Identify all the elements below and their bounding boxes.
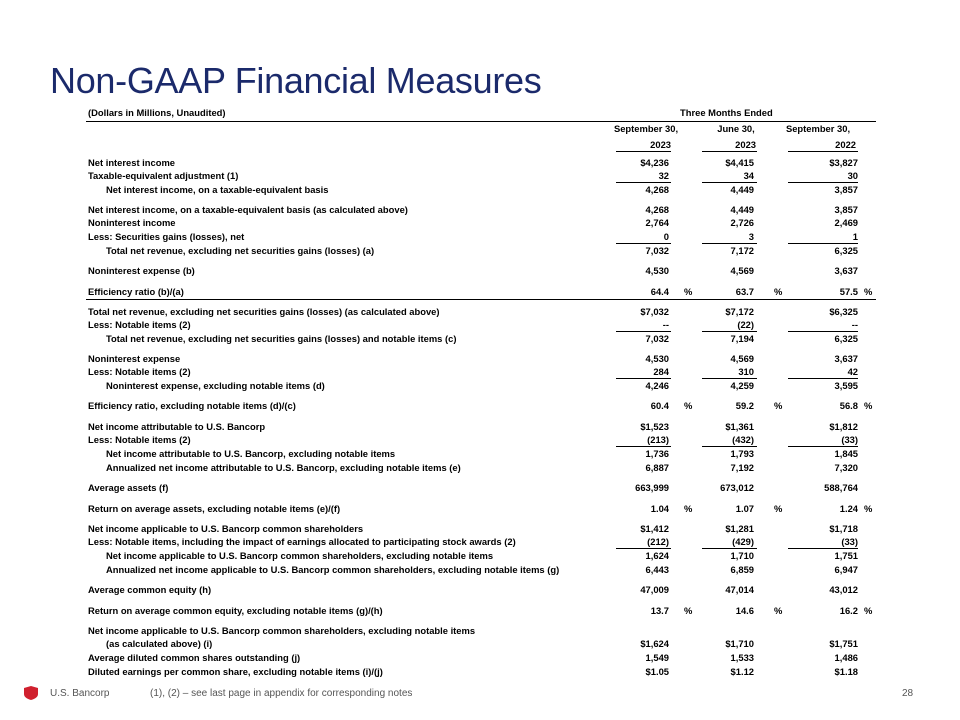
table-row [86, 503, 876, 516]
row-label: Annualized net income applicable to U.S. Bancorp common shareholders, excluding notable items (g) [106, 564, 560, 575]
cell-col3: 1,845 [834, 448, 858, 459]
row-label: Noninterest expense (b) [88, 265, 195, 276]
table-row [86, 157, 876, 170]
cell-col1: 0 [663, 231, 669, 242]
cell-col1: 7,032 [645, 245, 669, 256]
row-label: Noninterest expense [88, 353, 181, 364]
cell-underline [702, 182, 757, 183]
percent-sign: % [864, 503, 873, 514]
percent-sign: % [774, 503, 783, 514]
cell-col2: 1,710 [730, 550, 754, 561]
cell-col1: 4,268 [645, 184, 669, 195]
cell-col2: 4,449 [730, 204, 754, 215]
cell-col2: 1,793 [730, 448, 754, 459]
table-row [86, 265, 876, 278]
row-label: Average common equity (h) [88, 584, 212, 595]
cell-col1: 7,032 [645, 333, 669, 344]
row-label: Net income applicable to U.S. Bancorp common shareholders, excluding notable items [88, 625, 476, 636]
cell-col2: 7,194 [730, 333, 754, 344]
page-title: Non-GAAP Financial Measures [50, 60, 542, 101]
col1-header-rule [616, 151, 671, 152]
row-label: Net income applicable to U.S. Bancorp common shareholders, excluding notable items [106, 550, 494, 561]
row-label: Net income attributable to U.S. Bancorp [88, 421, 266, 432]
cell-underline [788, 331, 858, 332]
row-label: Return on average assets, excluding notable items (e)/(f) [88, 503, 341, 514]
cell-col3: 3,857 [834, 184, 858, 195]
table-row [86, 184, 876, 197]
cell-col1: (212) [647, 536, 669, 547]
footnote-reference: (1), (2) – see last page in appendix for corresponding notes [150, 688, 413, 699]
cell-col3: 1,751 [834, 550, 858, 561]
cell-col3: 2,469 [834, 217, 858, 228]
cell-underline [616, 331, 671, 332]
cell-underline [788, 378, 858, 379]
cell-col2: $4,415 [725, 157, 754, 168]
cell-underline [702, 331, 757, 332]
cell-col2: 63.7 [735, 286, 754, 297]
cell-col1: $7,032 [640, 306, 669, 317]
cell-col3: 1 [852, 231, 858, 242]
table-row [86, 462, 876, 475]
col2-header-rule [702, 151, 757, 152]
cell-col1: 6,443 [645, 564, 669, 575]
cell-col1: 1.04 [650, 503, 669, 514]
cell-col1: 663,999 [635, 482, 669, 493]
table-row [86, 625, 876, 638]
table-header [86, 106, 876, 122]
table-row [86, 550, 876, 563]
col2-header-line2: 2023 [735, 139, 756, 150]
table-row [86, 421, 876, 434]
row-label: Annualized net income attributable to U.S. Bancorp, excluding notable items (e) [106, 462, 461, 473]
cell-col2: 1.07 [735, 503, 754, 514]
cell-col3: 6,325 [834, 333, 858, 344]
cell-col1: $1,624 [640, 638, 669, 649]
cell-col2: 673,012 [720, 482, 754, 493]
percent-sign: % [864, 605, 873, 616]
table-row [86, 400, 876, 413]
row-label: Average assets (f) [88, 482, 169, 493]
cell-col3: 57.5 [839, 286, 858, 297]
cell-col2: 4,449 [730, 184, 754, 195]
table-row [86, 217, 876, 230]
cell-col1: 2,764 [645, 217, 669, 228]
cell-col3: 16.2 [839, 605, 858, 616]
cell-col2: (22) [737, 319, 754, 330]
cell-underline [702, 378, 757, 379]
cell-col3: 3,595 [834, 380, 858, 391]
cell-col1: 6,887 [645, 462, 669, 473]
col1-header-line1: September 30, [613, 123, 679, 134]
cell-col3: $1,718 [829, 523, 858, 534]
row-label: Less: Securities gains (losses), net [88, 231, 245, 242]
cell-underline [702, 446, 757, 447]
cell-col1: 13.7 [650, 605, 669, 616]
row-label: Less: Notable items (2) [88, 319, 191, 330]
cell-col2: 14.6 [735, 605, 754, 616]
row-label: Diluted earnings per common share, excluding notable items (i)/(j) [88, 666, 383, 677]
row-label: Noninterest income [88, 217, 176, 228]
table-row [86, 319, 876, 332]
table-row [86, 170, 876, 183]
table-row [86, 564, 876, 577]
cell-col2: $1,361 [725, 421, 754, 432]
row-label: Total net revenue, excluding net securities gains (losses) (as calculated above) [88, 306, 440, 317]
shield-logo-icon [24, 686, 38, 700]
cell-underline [702, 243, 757, 244]
units-label: (Dollars in Millions, Unaudited) [88, 107, 226, 118]
cell-col1: (213) [647, 434, 669, 445]
table-row [86, 536, 876, 549]
cell-col2: 1,533 [730, 652, 754, 663]
cell-col3: 3,637 [834, 353, 858, 364]
cell-col3: 1,486 [834, 652, 858, 663]
cell-col2: 2,726 [730, 217, 754, 228]
cell-col2: $7,172 [725, 306, 754, 317]
cell-col1: 47,009 [640, 584, 669, 595]
cell-col2: $1.12 [730, 666, 754, 677]
table-row [86, 448, 876, 461]
row-label: Net income applicable to U.S. Bancorp common shareholders [88, 523, 364, 534]
row-label: Net interest income, on a taxable-equivalent basis [106, 184, 329, 195]
table-row [86, 245, 876, 258]
percent-sign: % [684, 605, 693, 616]
cell-col3: 7,320 [834, 462, 858, 473]
cell-underline [616, 182, 671, 183]
cell-col3: 6,325 [834, 245, 858, 256]
col2-header-line1: June 30, [717, 123, 755, 134]
period-group-label: Three Months Ended [680, 107, 773, 118]
cell-col2: 7,192 [730, 462, 754, 473]
percent-sign: % [864, 400, 873, 411]
brand-name: U.S. Bancorp [50, 688, 110, 699]
row-label: Return on average common equity, excluding notable items (g)/(h) [88, 605, 383, 616]
row-label: Less: Notable items, including the impact of earnings allocated to participating stock awards (2) [88, 536, 516, 547]
cell-underline [616, 548, 671, 549]
cell-col2: 4,569 [730, 353, 754, 364]
cell-col3: (33) [841, 536, 858, 547]
table-row [86, 366, 876, 379]
cell-col2: 34 [743, 170, 754, 181]
table-row [86, 666, 876, 679]
cell-col1: 4,530 [645, 265, 669, 276]
cell-col1: 60.4 [650, 400, 669, 411]
row-label: Total net revenue, excluding net securities gains (losses) and notable items (c) [106, 333, 457, 344]
row-label: Less: Notable items (2) [88, 366, 191, 377]
table-row [86, 380, 876, 393]
cell-col1: 64.4 [650, 286, 669, 297]
cell-col3: 3,857 [834, 204, 858, 215]
table-row [86, 638, 876, 651]
cell-col1: 284 [653, 366, 669, 377]
cell-col3: $3,827 [829, 157, 858, 168]
cell-col3: 43,012 [829, 584, 858, 595]
cell-col1: 1,624 [645, 550, 669, 561]
percent-sign: % [774, 605, 783, 616]
cell-col1: $1.05 [645, 666, 669, 677]
table-row [86, 231, 876, 244]
col1-header-line2: 2023 [650, 139, 671, 150]
row-label: Net interest income, on a taxable-equivalent basis (as calculated above) [88, 204, 408, 215]
cell-underline [788, 548, 858, 549]
cell-col2: 6,859 [730, 564, 754, 575]
table-row [86, 523, 876, 536]
cell-col3: 3,637 [834, 265, 858, 276]
cell-col3: 30 [847, 170, 858, 181]
cell-col3: $1,812 [829, 421, 858, 432]
percent-sign: % [684, 503, 693, 514]
cell-underline [788, 446, 858, 447]
table-row [86, 333, 876, 346]
table-row [86, 584, 876, 597]
section-divider [86, 299, 876, 300]
cell-underline [616, 446, 671, 447]
percent-sign: % [774, 286, 783, 297]
col3-header-line1: September 30, [785, 123, 851, 134]
cell-col3: (33) [841, 434, 858, 445]
cell-col3: 42 [847, 366, 858, 377]
cell-col3: $6,325 [829, 306, 858, 317]
cell-col2: 3 [748, 231, 754, 242]
col3-header-rule [788, 151, 858, 152]
cell-col2: 4,259 [730, 380, 754, 391]
col3-header-line2: 2022 [835, 139, 856, 150]
cell-underline [788, 243, 858, 244]
cell-col1: 1,736 [645, 448, 669, 459]
row-label: Taxable-equivalent adjustment (1) [88, 170, 239, 181]
cell-col1: 32 [658, 170, 669, 181]
percent-sign: % [774, 400, 783, 411]
cell-col3: 588,764 [824, 482, 858, 493]
row-label: Average diluted common shares outstanding (j) [88, 652, 301, 663]
footer [0, 682, 960, 706]
cell-underline [616, 378, 671, 379]
table-row [86, 652, 876, 665]
row-label: Net interest income [88, 157, 176, 168]
table-row [86, 286, 876, 299]
cell-col1: $1,412 [640, 523, 669, 534]
cell-underline [788, 182, 858, 183]
cell-col2: 7,172 [730, 245, 754, 256]
cell-col2: $1,710 [725, 638, 754, 649]
cell-col1: $1,523 [640, 421, 669, 432]
cell-col1: $4,236 [640, 157, 669, 168]
cell-col2: 310 [738, 366, 754, 377]
page-number: 28 [902, 688, 914, 699]
table-row [86, 204, 876, 217]
cell-col1: 4,246 [645, 380, 669, 391]
row-label: Total net revenue, excluding net securities gains (losses) (a) [106, 245, 375, 256]
cell-col3: -- [851, 319, 858, 330]
cell-col2: 4,569 [730, 265, 754, 276]
row-label: Noninterest expense, excluding notable items (d) [106, 380, 325, 391]
row-label: Less: Notable items (2) [88, 434, 191, 445]
row-label: Efficiency ratio (b)/(a) [88, 286, 184, 297]
row-label: Efficiency ratio, excluding notable items (d)/(c) [88, 400, 296, 411]
cell-col1: -- [662, 319, 669, 330]
percent-sign: % [684, 286, 693, 297]
cell-col2: (429) [732, 536, 754, 547]
cell-col3: 56.8 [839, 400, 858, 411]
cell-col1: 1,549 [645, 652, 669, 663]
cell-underline [702, 548, 757, 549]
cell-col2: (432) [732, 434, 754, 445]
cell-col1: 4,268 [645, 204, 669, 215]
cell-col1: 4,530 [645, 353, 669, 364]
table-row [86, 353, 876, 366]
cell-underline [616, 243, 671, 244]
table-row [86, 605, 876, 618]
table-row [86, 306, 876, 319]
cell-col2: 47,014 [725, 584, 754, 595]
cell-col3: 6,947 [834, 564, 858, 575]
cell-col2: 59.2 [735, 400, 754, 411]
percent-sign: % [684, 400, 693, 411]
row-label: (as calculated above) (i) [106, 638, 213, 649]
table-row [86, 434, 876, 447]
percent-sign: % [864, 286, 873, 297]
cell-col3: $1,751 [829, 638, 858, 649]
cell-col3: $1.18 [834, 666, 858, 677]
table-row [86, 482, 876, 495]
cell-col2: $1,281 [725, 523, 754, 534]
row-label: Net income attributable to U.S. Bancorp, excluding notable items [106, 448, 396, 459]
cell-col3: 1.24 [839, 503, 858, 514]
